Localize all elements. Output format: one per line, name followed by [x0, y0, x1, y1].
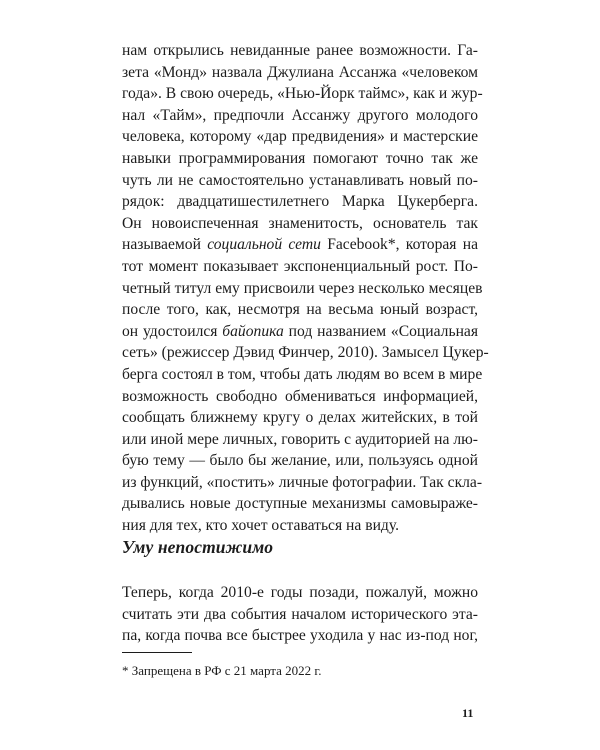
- text-line: навыки программирования помогают точно так же: [122, 149, 478, 167]
- footnote-divider: [122, 652, 192, 653]
- text-fragment: Facebook*, которая на: [320, 236, 479, 254]
- text-fragment: он удостоился: [122, 322, 223, 340]
- paragraph-2: [122, 582, 478, 647]
- text-line-with-emphasis: [122, 321, 478, 343]
- text-line: тот момент показывает экспоненциальный рост. По-: [122, 257, 478, 275]
- text-line: зета «Монд» назвала Джулиана Ассанжа «человеком: [122, 63, 478, 81]
- text-line: человека, которому «дар предвидения» и мастерские: [122, 128, 478, 146]
- body-text: [122, 40, 489, 537]
- text-line: Он новоиспеченная знаменитость, основатель так: [122, 214, 478, 232]
- section-heading: Уму непостижимо: [122, 537, 274, 557]
- text-line: или иной мере личных, говорить с аудиторией на лю-: [122, 430, 478, 448]
- text-line: сообщать ближнему кругу о делах житейских, в той: [122, 409, 478, 427]
- text-fragment: под названием «Социальная: [283, 322, 479, 340]
- text-line: бую тему — было бы желание, или, пользуясь одной: [122, 452, 478, 470]
- paragraph-1: [122, 40, 489, 537]
- text-line: нал «Тайм», предпочли Ассанжу другого молодого: [122, 106, 478, 124]
- page-number: 11: [462, 706, 474, 720]
- text-line: нам открылись невиданные ранее возможности. Га-: [122, 42, 478, 59]
- text-line: ния для тех, кто хочет оставаться на виду.: [122, 517, 399, 535]
- text-line: года». В свою очередь, «Нью-Йорк таймс», как и жур-: [122, 85, 483, 103]
- text-line: чуть ли не самостоятельно устанавливать новый по-: [122, 171, 478, 189]
- text-fragment: называемой: [122, 236, 208, 254]
- text-line: па, когда почва все быстрее уходила у нас из-под ног,: [122, 627, 478, 645]
- text-line: считать эти два события началом исторического эта-: [122, 605, 478, 623]
- text-line: четный титул ему присвоили через несколько месяцев: [122, 279, 483, 297]
- footnote: * Запрещена в РФ с 21 марта 2022 г.: [122, 663, 322, 678]
- text-line: рядок: двадцатишестилетнего Марка Цукерберга.: [122, 193, 478, 211]
- text-line: берга состоял в том, чтобы дать людям во всем в мире: [122, 365, 483, 383]
- emphasis-term: байопика: [222, 322, 284, 340]
- text-line: из функций, «постить» личные фотографии. Так скла-: [122, 473, 483, 491]
- text-line: дывались новые доступные механизмы самовыраже-: [122, 495, 478, 513]
- text-line-with-emphasis: [122, 234, 478, 256]
- text-line: возможность свободно обмениваться информацией,: [122, 387, 478, 405]
- text-line: Теперь, когда 2010-е годы позади, пожалуй, можно: [122, 584, 478, 601]
- emphasis-term: социальной сети: [207, 236, 321, 254]
- text-line: после того, как, несмотря на весьма юный возраст,: [122, 301, 478, 319]
- text-line: сеть» (режиссер Дэвид Финчер, 2010). Замысел Цукер-: [122, 344, 489, 362]
- paragraph-2-container: [122, 582, 478, 647]
